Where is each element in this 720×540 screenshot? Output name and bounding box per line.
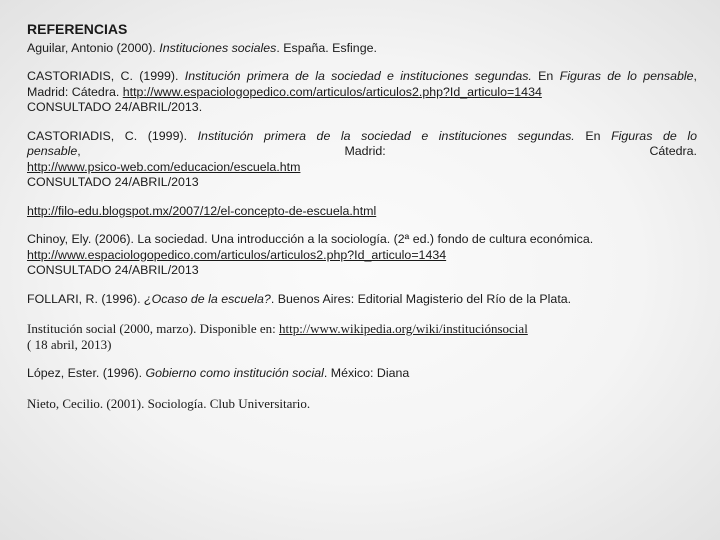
ref-lopez-title: Gobierno como institución social	[145, 366, 324, 380]
ref-aguilar-tail: . España. Esfinge.	[276, 40, 377, 55]
ref-follari-author: FOLLARI, R. (1996).	[27, 291, 145, 306]
ref-castoriadis-2	[27, 129, 697, 191]
ref-lopez	[27, 366, 697, 382]
ref-castoriadis-1-author: CASTORIADIS, C. (1999).	[27, 69, 185, 83]
ref-lopez-author: López, Ester. (1996).	[27, 366, 146, 380]
ref-institucion-social-link[interactable]: http://www.wikipedia.org/wiki/instituciónsocial	[279, 321, 528, 336]
ref-institucion-social	[27, 321, 697, 352]
ref-chinoy-consulted: CONSULTADO 24/ABRIL/2013	[27, 263, 199, 277]
references-content	[27, 22, 697, 411]
ref-castoriadis-2-publisher: Cátedra.	[649, 144, 697, 158]
ref-castoriadis-1-en: En	[531, 69, 560, 83]
ref-castoriadis-2-en: En	[574, 128, 612, 143]
ref-chinoy-link[interactable]: http://www.espaciologopedico.com/articulos/articulos2.php?Id_articulo=1434	[27, 247, 447, 262]
ref-institucion-social-text: Institución social (2000, marzo). Disponible en:	[27, 321, 280, 336]
ref-castoriadis-1-publisher: , Madrid: Cátedra.	[27, 69, 697, 99]
references-heading: REFERENCIAS	[27, 21, 128, 37]
ref-lopez-tail: . México: Diana	[323, 366, 410, 380]
ref-filo-edu	[27, 204, 697, 220]
ref-filo-edu-link[interactable]: http://filo-edu.blogspot.mx/2007/12/el-concepto-de-escuela.html	[27, 203, 377, 218]
ref-nieto: Nieto, Cecilio. (2001). Sociología. Club Universitario.	[27, 395, 311, 411]
ref-castoriadis-2-title: Institución primera de la sociedad e instituciones segundas.	[197, 128, 575, 143]
ref-chinoy	[27, 232, 697, 279]
ref-castoriadis-2-author: CASTORIADIS, C. (1999).	[27, 128, 198, 143]
ref-castoriadis-1-title: Institución primera de la sociedad e instituciones segundas.	[184, 69, 532, 83]
ref-institucion-social-date: ( 18 abril, 2013)	[27, 336, 112, 352]
ref-aguilar-title: Instituciones sociales	[159, 40, 277, 55]
ref-chinoy-text: Chinoy, Ely. (2006). La sociedad. Una introducción a la sociología. (2ª ed.) fondo de cultura económica.	[27, 232, 594, 246]
ref-castoriadis-2-link[interactable]: http://www.psico-web.com/educacion/escuela.htm	[27, 159, 301, 174]
ref-castoriadis-1-consulted: CONSULTADO 24/ABRIL/2013.	[27, 100, 203, 114]
ref-castoriadis-2-line1	[27, 129, 697, 145]
ref-follari-title: ¿Ocaso de la escuela?	[144, 291, 271, 306]
ref-castoriadis-1	[27, 69, 697, 116]
ref-castoriadis-2-line2: pensable, Madrid: Cátedra.	[27, 144, 697, 158]
ref-castoriadis-1-book: Figuras de lo pensable	[559, 69, 694, 83]
ref-aguilar-author: Aguilar, Antonio (2000).	[27, 40, 160, 55]
ref-castoriadis-2-book-b: pensable	[27, 144, 78, 158]
ref-aguilar	[27, 41, 697, 57]
ref-castoriadis-2-place: Madrid:	[344, 144, 386, 158]
ref-castoriadis-2-consulted: CONSULTADO 24/ABRIL/2013	[27, 175, 199, 189]
ref-follari	[27, 292, 697, 308]
ref-castoriadis-2-book-a: Figuras de lo	[611, 128, 697, 143]
ref-castoriadis-1-link[interactable]: http://www.espaciologopedico.com/articulos/articulos2.php?Id_articulo=1434	[122, 84, 542, 99]
ref-follari-tail: . Buenos Aires: Editorial Magisterio del Río de la Plata.	[270, 291, 572, 306]
